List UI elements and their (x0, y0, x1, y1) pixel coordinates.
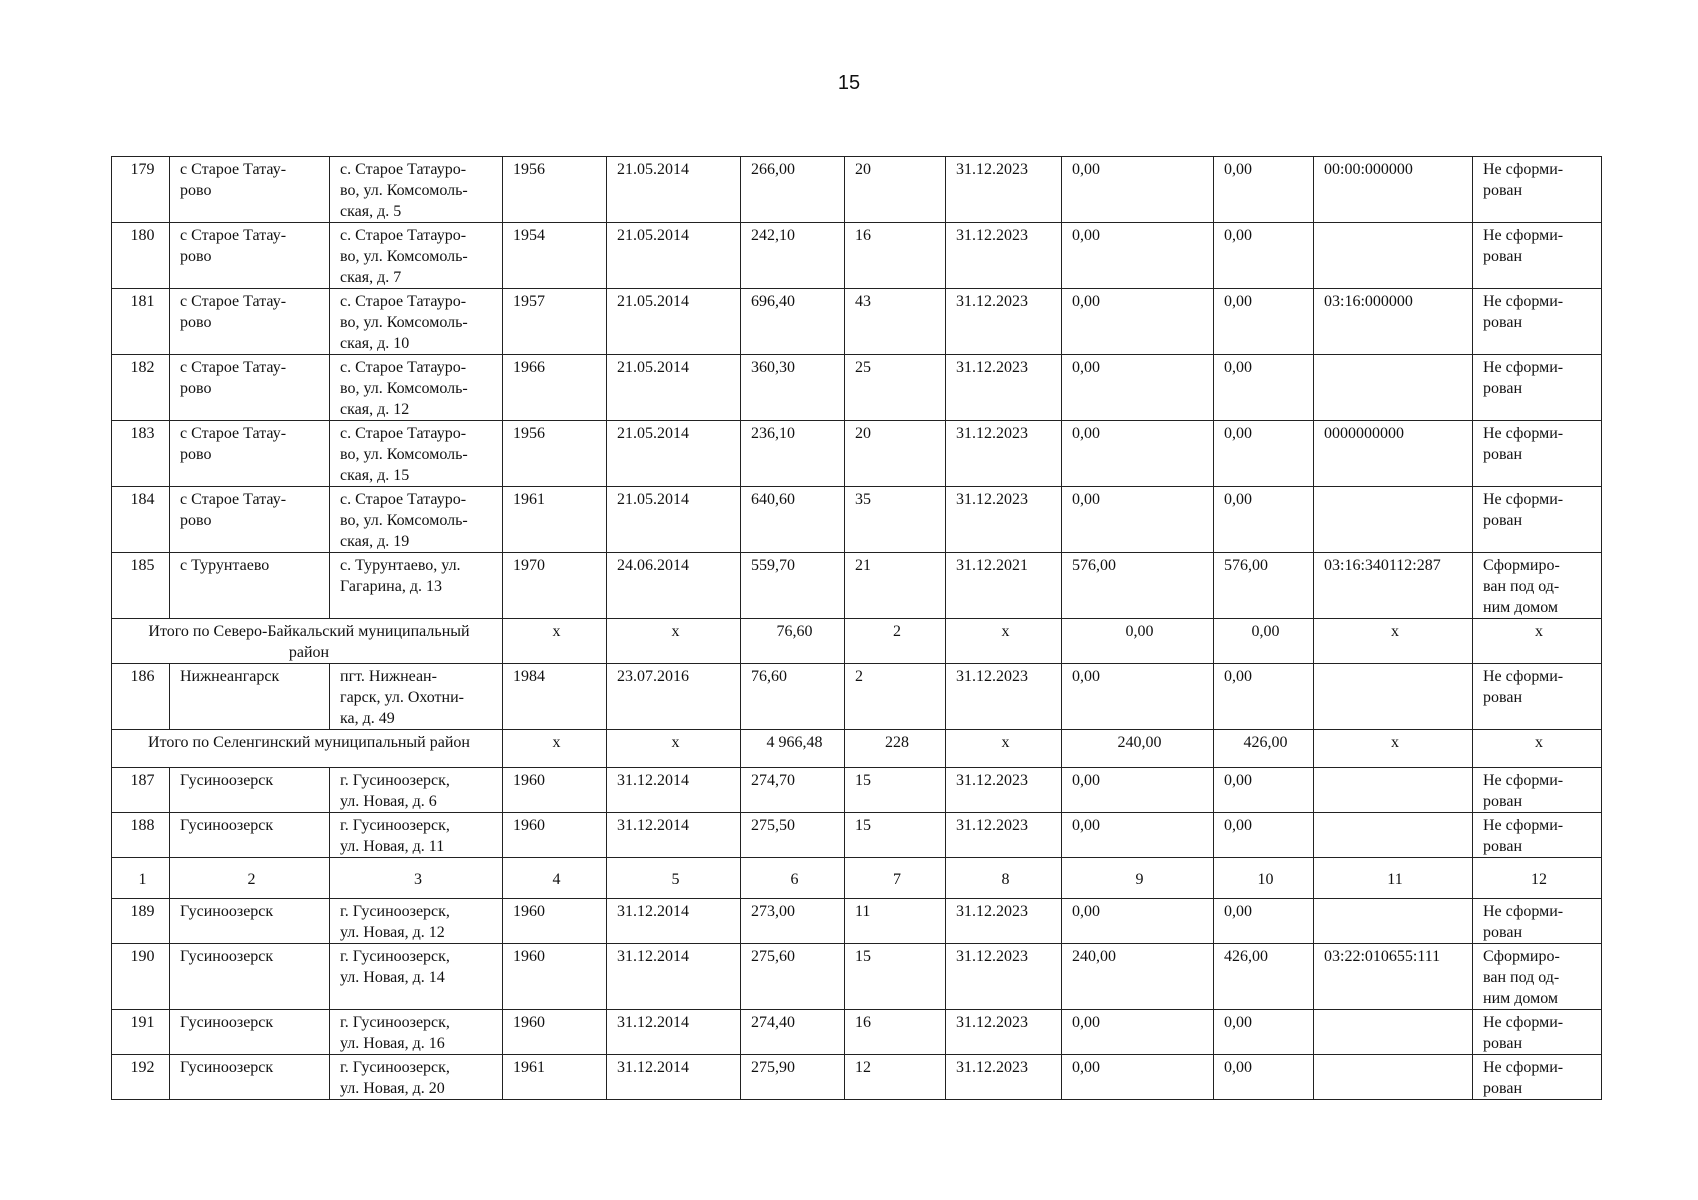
row-number: 184 (112, 487, 170, 553)
cadastral-number (1314, 813, 1473, 858)
residents: 21 (845, 553, 946, 619)
total-row (112, 730, 1602, 768)
year-built: 1954 (503, 223, 607, 289)
area: 274,70 (741, 768, 845, 813)
recognition-date: 21.05.2014 (607, 487, 741, 553)
row-number: 182 (112, 355, 170, 421)
cadastral-number (1314, 487, 1473, 553)
address: с. Старое Татауро- во, ул. Комсомоль- ская, д. 19 (330, 487, 503, 553)
relocation-deadline: 31.12.2023 (946, 1010, 1062, 1055)
row-number: 185 (112, 553, 170, 619)
residents: 15 (845, 944, 946, 1010)
settlement: Гусиноозерск (170, 768, 330, 813)
table-row (112, 899, 1602, 944)
relocation-deadline: 31.12.2023 (946, 421, 1062, 487)
address: с. Старое Татауро- во, ул. Комсомоль- ская, д. 15 (330, 421, 503, 487)
residents: 11 (845, 899, 946, 944)
total-cost-reimbursed: 426,00 (1214, 730, 1314, 768)
row-number: 183 (112, 421, 170, 487)
total-residents: 2 (845, 619, 946, 664)
column-number: 2 (170, 858, 330, 899)
area: 236,10 (741, 421, 845, 487)
year-built: 1961 (503, 1055, 607, 1100)
land-plot-status: Не сформи- рован (1473, 223, 1602, 289)
table-row (112, 157, 1602, 223)
total-area: 4 966,48 (741, 730, 845, 768)
table-row (112, 289, 1602, 355)
cost-total: 0,00 (1062, 1055, 1214, 1100)
total-area: 76,60 (741, 619, 845, 664)
address: г. Гусиноозерск, ул. Новая, д. 12 (330, 899, 503, 944)
cost-total: 0,00 (1062, 487, 1214, 553)
row-number: 187 (112, 768, 170, 813)
land-plot-status: Не сформи- рован (1473, 1010, 1602, 1055)
total-relocation-deadline: x (946, 619, 1062, 664)
row-number: 190 (112, 944, 170, 1010)
table-body (112, 157, 1602, 1100)
residents: 2 (845, 664, 946, 730)
area: 275,60 (741, 944, 845, 1010)
address: г. Гусиноозерск, ул. Новая, д. 16 (330, 1010, 503, 1055)
page-number: 15 (837, 72, 861, 94)
cost-reimbursed: 0,00 (1214, 355, 1314, 421)
table-row (112, 421, 1602, 487)
table-row (112, 1010, 1602, 1055)
table-row (112, 944, 1602, 1010)
cost-total: 0,00 (1062, 768, 1214, 813)
cost-reimbursed: 0,00 (1214, 421, 1314, 487)
column-number: 8 (946, 858, 1062, 899)
year-built: 1970 (503, 553, 607, 619)
residents: 12 (845, 1055, 946, 1100)
land-plot-status: Не сформи- рован (1473, 487, 1602, 553)
address: пгт. Нижнеан- гарск, ул. Охотни- ка, д. 49 (330, 664, 503, 730)
cost-total: 0,00 (1062, 1010, 1214, 1055)
cadastral-number (1314, 899, 1473, 944)
residents: 35 (845, 487, 946, 553)
cadastral-number: 00:00:000000 (1314, 157, 1473, 223)
cost-total: 0,00 (1062, 813, 1214, 858)
recognition-date: 31.12.2014 (607, 768, 741, 813)
total-cost-total: 0,00 (1062, 619, 1214, 664)
cost-reimbursed: 0,00 (1214, 157, 1314, 223)
address: г. Гусиноозерск, ул. Новая, д. 20 (330, 1055, 503, 1100)
table-row (112, 355, 1602, 421)
cost-reimbursed: 0,00 (1214, 768, 1314, 813)
residents: 15 (845, 768, 946, 813)
column-number: 10 (1214, 858, 1314, 899)
column-number: 4 (503, 858, 607, 899)
address: с. Старое Татауро- во, ул. Комсомоль- ская, д. 12 (330, 355, 503, 421)
column-number: 5 (607, 858, 741, 899)
relocation-deadline: 31.12.2023 (946, 289, 1062, 355)
cost-reimbursed: 0,00 (1214, 899, 1314, 944)
total-land-plot-status: x (1473, 619, 1602, 664)
area: 275,90 (741, 1055, 845, 1100)
housing-register-table (111, 156, 1602, 1100)
table-row (112, 223, 1602, 289)
cost-reimbursed: 0,00 (1214, 664, 1314, 730)
cadastral-number (1314, 355, 1473, 421)
cost-reimbursed: 0,00 (1214, 223, 1314, 289)
total-year-built: x (503, 730, 607, 768)
recognition-date: 31.12.2014 (607, 899, 741, 944)
cost-total: 0,00 (1062, 421, 1214, 487)
total-year-built: x (503, 619, 607, 664)
settlement: с Старое Татау- рово (170, 355, 330, 421)
address: с. Старое Татауро- во, ул. Комсомоль- ская, д. 7 (330, 223, 503, 289)
area: 360,30 (741, 355, 845, 421)
cost-total: 0,00 (1062, 157, 1214, 223)
table-row (112, 553, 1602, 619)
total-cost-reimbursed: 0,00 (1214, 619, 1314, 664)
year-built: 1960 (503, 1010, 607, 1055)
cost-reimbursed: 0,00 (1214, 289, 1314, 355)
relocation-deadline: 31.12.2023 (946, 355, 1062, 421)
address: г. Гусиноозерск, ул. Новая, д. 11 (330, 813, 503, 858)
relocation-deadline: 31.12.2023 (946, 157, 1062, 223)
total-cadastral-number: x (1314, 619, 1473, 664)
area: 273,00 (741, 899, 845, 944)
total-residents: 228 (845, 730, 946, 768)
cost-total: 0,00 (1062, 899, 1214, 944)
relocation-deadline: 31.12.2023 (946, 813, 1062, 858)
relocation-deadline: 31.12.2023 (946, 768, 1062, 813)
settlement: Гусиноозерск (170, 1010, 330, 1055)
residents: 20 (845, 421, 946, 487)
residents: 20 (845, 157, 946, 223)
cost-total: 0,00 (1062, 223, 1214, 289)
recognition-date: 24.06.2014 (607, 553, 741, 619)
year-built: 1960 (503, 813, 607, 858)
land-plot-status: Не сформи- рован (1473, 289, 1602, 355)
settlement: Гусиноозерск (170, 813, 330, 858)
cadastral-number: 03:16:000000 (1314, 289, 1473, 355)
residents: 16 (845, 1010, 946, 1055)
land-plot-status: Не сформи- рован (1473, 813, 1602, 858)
cost-total: 0,00 (1062, 355, 1214, 421)
residents: 25 (845, 355, 946, 421)
relocation-deadline: 31.12.2023 (946, 1055, 1062, 1100)
recognition-date: 21.05.2014 (607, 289, 741, 355)
area: 266,00 (741, 157, 845, 223)
column-number-row (112, 858, 1602, 899)
settlement: с Турунтаево (170, 553, 330, 619)
year-built: 1960 (503, 768, 607, 813)
column-number: 1 (112, 858, 170, 899)
address: г. Гусиноозерск, ул. Новая, д. 6 (330, 768, 503, 813)
row-number: 192 (112, 1055, 170, 1100)
cost-reimbursed: 0,00 (1214, 1055, 1314, 1100)
area: 275,50 (741, 813, 845, 858)
cadastral-number (1314, 223, 1473, 289)
column-number: 12 (1473, 858, 1602, 899)
recognition-date: 31.12.2014 (607, 944, 741, 1010)
relocation-deadline: 31.12.2023 (946, 899, 1062, 944)
address: с. Турунтаево, ул. Гагарина, д. 13 (330, 553, 503, 619)
total-cadastral-number: x (1314, 730, 1473, 768)
cadastral-number: 0000000000 (1314, 421, 1473, 487)
year-built: 1961 (503, 487, 607, 553)
cadastral-number (1314, 1010, 1473, 1055)
settlement: Гусиноозерск (170, 899, 330, 944)
land-plot-status: Не сформи- рован (1473, 355, 1602, 421)
area: 274,40 (741, 1010, 845, 1055)
recognition-date: 21.05.2014 (607, 421, 741, 487)
recognition-date: 31.12.2014 (607, 813, 741, 858)
settlement: с Старое Татау- рово (170, 421, 330, 487)
row-number: 180 (112, 223, 170, 289)
settlement: с Старое Татау- рово (170, 487, 330, 553)
cost-reimbursed: 0,00 (1214, 1010, 1314, 1055)
column-number: 11 (1314, 858, 1473, 899)
total-label: Итого по Северо-Байкальский муниципальный район (112, 619, 503, 664)
total-land-plot-status: x (1473, 730, 1602, 768)
recognition-date: 23.07.2016 (607, 664, 741, 730)
relocation-deadline: 31.12.2023 (946, 944, 1062, 1010)
address: с. Старое Татауро- во, ул. Комсомоль- ская, д. 5 (330, 157, 503, 223)
table-row (112, 813, 1602, 858)
land-plot-status: Не сформи- рован (1473, 768, 1602, 813)
table-row (112, 768, 1602, 813)
column-number: 3 (330, 858, 503, 899)
cost-reimbursed: 0,00 (1214, 813, 1314, 858)
column-number: 9 (1062, 858, 1214, 899)
residents: 43 (845, 289, 946, 355)
land-plot-status: Не сформи- рован (1473, 157, 1602, 223)
total-cost-total: 240,00 (1062, 730, 1214, 768)
year-built: 1957 (503, 289, 607, 355)
residents: 16 (845, 223, 946, 289)
land-plot-status: Не сформи- рован (1473, 664, 1602, 730)
relocation-deadline: 31.12.2023 (946, 487, 1062, 553)
address: с. Старое Татауро- во, ул. Комсомоль- ская, д. 10 (330, 289, 503, 355)
row-number: 179 (112, 157, 170, 223)
recognition-date: 21.05.2014 (607, 157, 741, 223)
cadastral-number: 03:16:340112:287 (1314, 553, 1473, 619)
relocation-deadline: 31.12.2021 (946, 553, 1062, 619)
table-row (112, 487, 1602, 553)
settlement: Гусиноозерск (170, 944, 330, 1010)
area: 76,60 (741, 664, 845, 730)
row-number: 186 (112, 664, 170, 730)
total-recognition-date: x (607, 619, 741, 664)
year-built: 1956 (503, 421, 607, 487)
area: 696,40 (741, 289, 845, 355)
year-built: 1960 (503, 944, 607, 1010)
year-built: 1984 (503, 664, 607, 730)
cost-reimbursed: 426,00 (1214, 944, 1314, 1010)
land-plot-status: Не сформи- рован (1473, 899, 1602, 944)
settlement: с Старое Татау- рово (170, 223, 330, 289)
cadastral-number (1314, 1055, 1473, 1100)
land-plot-status: Сформиро- ван под од- ним домом (1473, 553, 1602, 619)
relocation-deadline: 31.12.2023 (946, 223, 1062, 289)
recognition-date: 21.05.2014 (607, 355, 741, 421)
recognition-date: 31.12.2014 (607, 1055, 741, 1100)
cost-total: 576,00 (1062, 553, 1214, 619)
total-row (112, 619, 1602, 664)
year-built: 1956 (503, 157, 607, 223)
land-plot-status: Не сформи- рован (1473, 421, 1602, 487)
residents: 15 (845, 813, 946, 858)
column-number: 6 (741, 858, 845, 899)
settlement: с Старое Татау- рово (170, 157, 330, 223)
table-row (112, 1055, 1602, 1100)
area: 640,60 (741, 487, 845, 553)
total-relocation-deadline: x (946, 730, 1062, 768)
cost-reimbursed: 0,00 (1214, 487, 1314, 553)
cost-reimbursed: 576,00 (1214, 553, 1314, 619)
row-number: 188 (112, 813, 170, 858)
area: 559,70 (741, 553, 845, 619)
cost-total: 240,00 (1062, 944, 1214, 1010)
settlement: Нижнеангарск (170, 664, 330, 730)
cadastral-number (1314, 768, 1473, 813)
settlement: Гусиноозерск (170, 1055, 330, 1100)
cadastral-number (1314, 664, 1473, 730)
cost-total: 0,00 (1062, 664, 1214, 730)
address: г. Гусиноозерск, ул. Новая, д. 14 (330, 944, 503, 1010)
total-recognition-date: x (607, 730, 741, 768)
area: 242,10 (741, 223, 845, 289)
table-row (112, 664, 1602, 730)
land-plot-status: Не сформи- рован (1473, 1055, 1602, 1100)
cadastral-number: 03:22:010655:111 (1314, 944, 1473, 1010)
cost-total: 0,00 (1062, 289, 1214, 355)
row-number: 189 (112, 899, 170, 944)
recognition-date: 21.05.2014 (607, 223, 741, 289)
year-built: 1960 (503, 899, 607, 944)
year-built: 1966 (503, 355, 607, 421)
total-label: Итого по Селенгинский муниципальный район (112, 730, 503, 768)
row-number: 191 (112, 1010, 170, 1055)
recognition-date: 31.12.2014 (607, 1010, 741, 1055)
settlement: с Старое Татау- рово (170, 289, 330, 355)
column-number: 7 (845, 858, 946, 899)
row-number: 181 (112, 289, 170, 355)
land-plot-status: Сформиро- ван под од- ним домом (1473, 944, 1602, 1010)
relocation-deadline: 31.12.2023 (946, 664, 1062, 730)
